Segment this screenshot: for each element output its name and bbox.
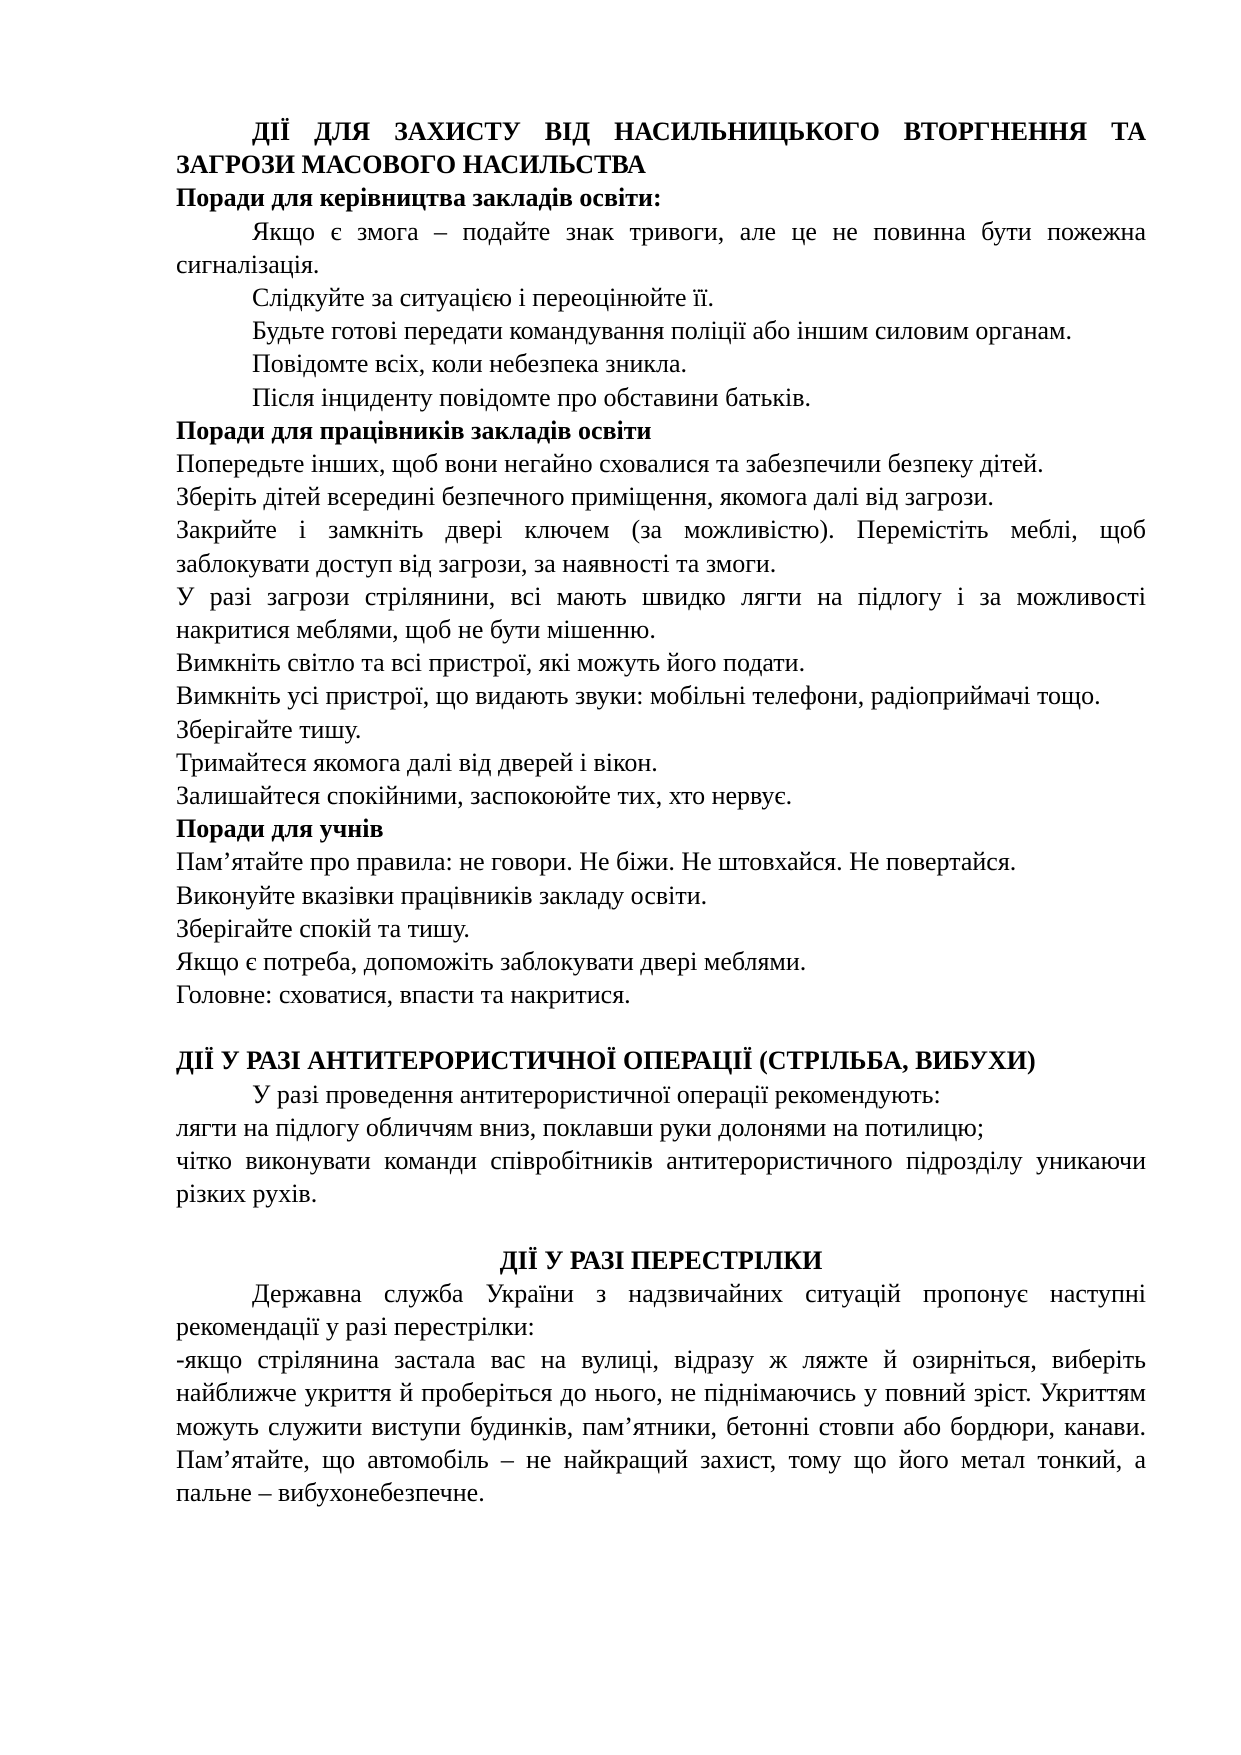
paragraph: У разі загрози стрілянини, всі мають швидко лягти на підлогу і за можливості накритися меблями, щоб не бути мішенню. [176,581,1146,645]
paragraph: У разі проведення антитерористичної операції рекомендують: [252,1079,941,1109]
section-title-shootout: ДІЇ У РАЗІ ПЕРЕСТРІЛКИ [499,1245,823,1275]
paragraph: -якщо стрілянина застала вас на вулиці, відразу ж ляжте й озирніться, виберіть найближче укриття й проберіться до нього, не піднімаючись у повний зріст. Укриттям можуть служити виступи будинків, пам’ятники, бетонні стовпи або бордюри, канави. Пам’ятайте, що автомобіль – не найкращий захист, тому що його метал тонкий, а пальне – вибухонебезпечне. [176,1345,1146,1507]
heading-student-tips: Поради для учнів [176,814,384,844]
paragraph: Державна служба України з надзвичайних ситуацій пропонує наступні рекомендації у разі перестрілки: [176,1278,1146,1341]
paragraph: Зберігайте тишу. [176,714,362,744]
paragraph: Головне: сховатися, впасти та накритися. [176,980,631,1010]
paragraph: Якщо є потреба, допоможіть заблокувати двері меблями. [176,947,807,977]
section-title-violent-intrusion: ДІЇ ДЛЯ ЗАХИСТУ ВІД НАСИЛЬНИЦЬКОГО ВТОРГНЕННЯ ТА ЗАГРОЗИ МАСОВОГО НАСИЛЬСТВА [176,117,1146,180]
paragraph: Закрийте і замкніть двері ключем (за можливістю). Перемістіть меблі, щоб заблокувати доступ від загрози, за наявності та змоги. [176,515,1146,578]
paragraph: Якщо є змога – подайте знак тривоги, але це не повинна бути пожежна сигналізація. [176,216,1146,279]
paragraph: чітко виконувати команди співробітників антитерористичного підрозділу уникаючи різких рухів. [176,1146,1146,1209]
spacer [176,1011,1146,1044]
paragraph: Тримайтеся якомога далі від дверей і вікон. [176,747,658,777]
paragraph: Будьте готові передати командування поліції або іншим силовим органам. [252,316,1073,346]
heading-management-tips: Поради для керівництва закладів освіти: [176,183,662,213]
paragraph: Повідомте всіх, коли небезпека зникла. [252,349,688,379]
paragraph: Після інциденту повідомте про обставини батьків. [252,382,812,412]
heading-staff-tips: Поради для працівників закладів освіти [176,415,652,445]
paragraph: Залишайтеся спокійними, заспокоюйте тих, хто нервує. [176,781,793,811]
paragraph: Слідкуйте за ситуацією і переоцінюйте її. [252,283,715,313]
paragraph: Вимкніть усі пристрої, що видають звуки: мобільні телефони, радіоприймачі тощо. [176,681,1101,711]
paragraph: Виконуйте вказівки працівників закладу освіти. [176,880,708,910]
spacer [176,1211,1146,1244]
section-title-counter-terrorist: ДІЇ У РАЗІ АНТИТЕРОРИСТИЧНОЇ ОПЕРАЦІЇ (СТРІЛЬБА, ВИБУХИ) [176,1046,1036,1076]
document-page [176,115,1146,1509]
paragraph: Пам’ятайте про правила: не говори. Не біжи. Не штовхайся. Не повертайся. [176,847,1017,877]
paragraph: Вимкніть світло та всі пристрої, які можуть його подати. [176,648,806,678]
paragraph: Зберіть дітей всередині безпечного приміщення, якомога далі від загрози. [176,482,994,512]
paragraph: Зберігайте спокій та тишу. [176,913,470,943]
paragraph: Попередьте інших, щоб вони негайно сховалися та забезпечили безпеку дітей. [176,449,1044,479]
paragraph: лягти на підлогу обличчям вниз, поклавши руки долонями на потилицю; [176,1112,985,1142]
